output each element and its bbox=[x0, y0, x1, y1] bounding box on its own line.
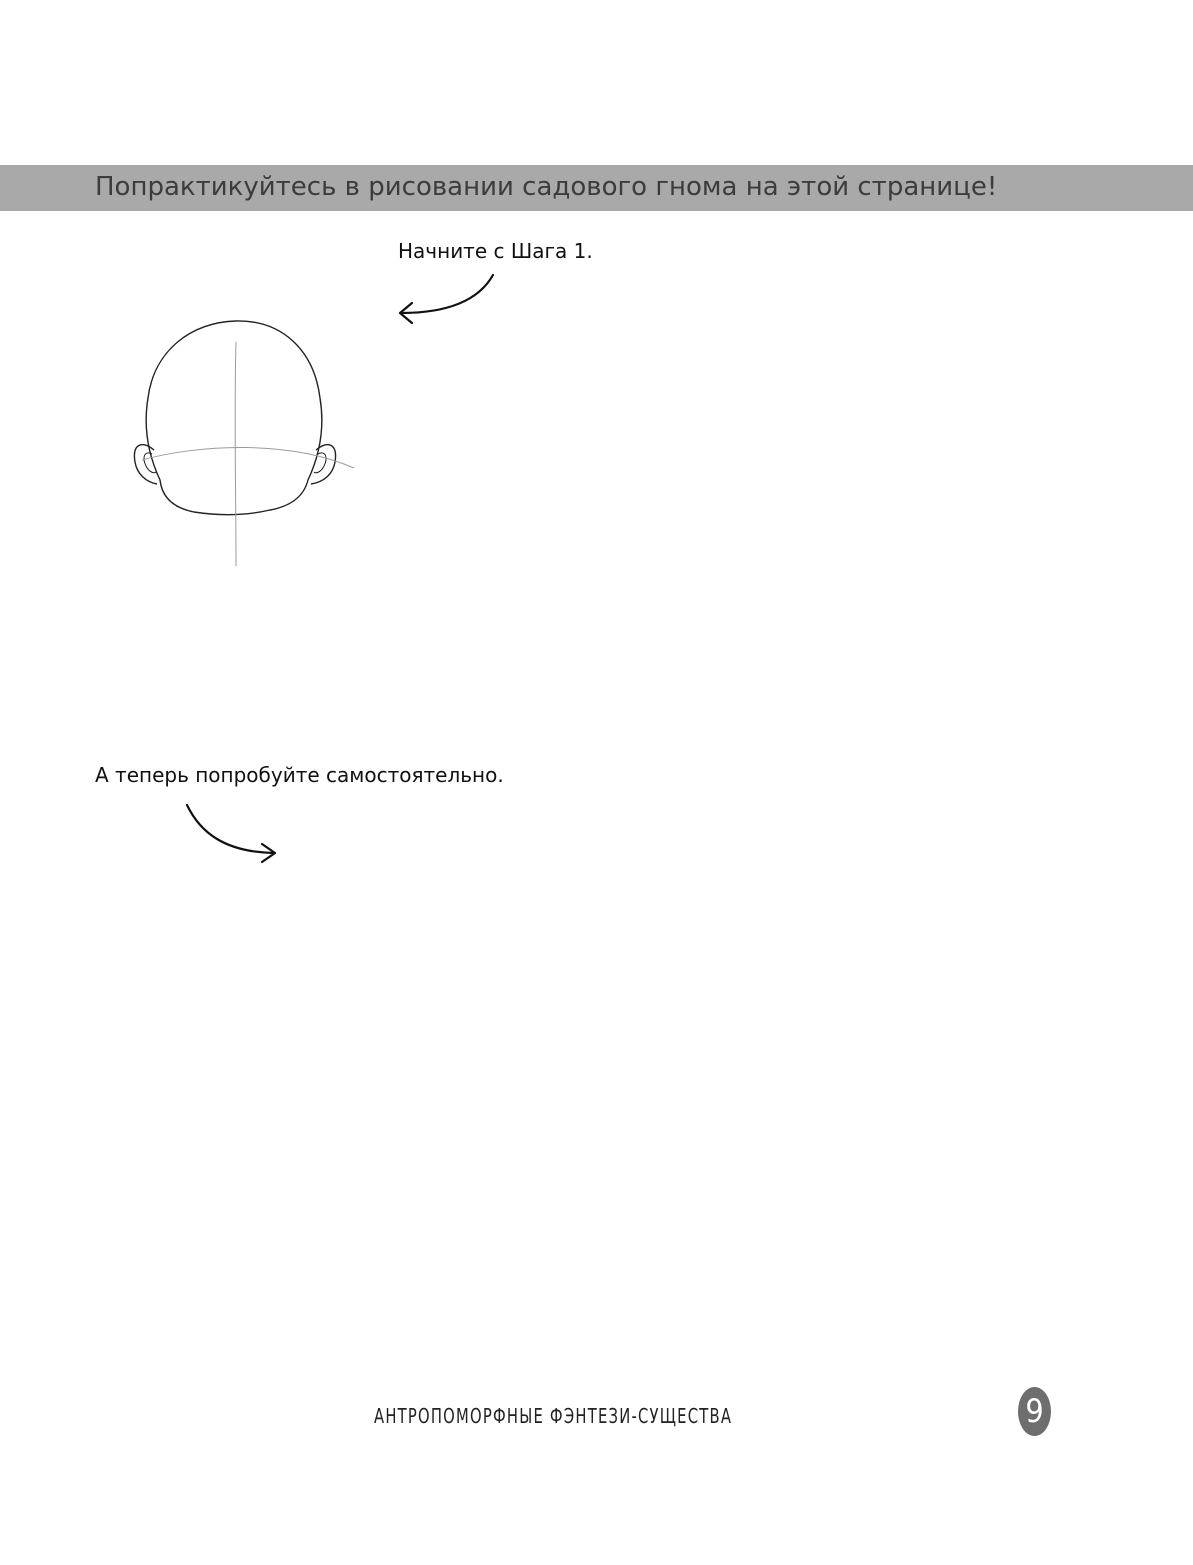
header-banner bbox=[0, 165, 1193, 211]
arrow-right-icon bbox=[180, 800, 284, 866]
start-instruction: Начните с Шага 1. bbox=[398, 239, 593, 263]
arrow-left-icon bbox=[392, 270, 502, 326]
gnome-head-sketch bbox=[120, 310, 370, 575]
page-title: Попрактикуйтесь в рисовании садового гнома на этой странице! bbox=[95, 172, 998, 202]
page-number-badge: 9 bbox=[1018, 1387, 1051, 1436]
footer-section-title: АНТРОПОМОРФНЫЕ ФЭНТЕЗИ-СУЩЕСТВА bbox=[374, 1404, 733, 1428]
try-yourself-instruction: А теперь попробуйте самостоятельно. bbox=[95, 763, 504, 787]
